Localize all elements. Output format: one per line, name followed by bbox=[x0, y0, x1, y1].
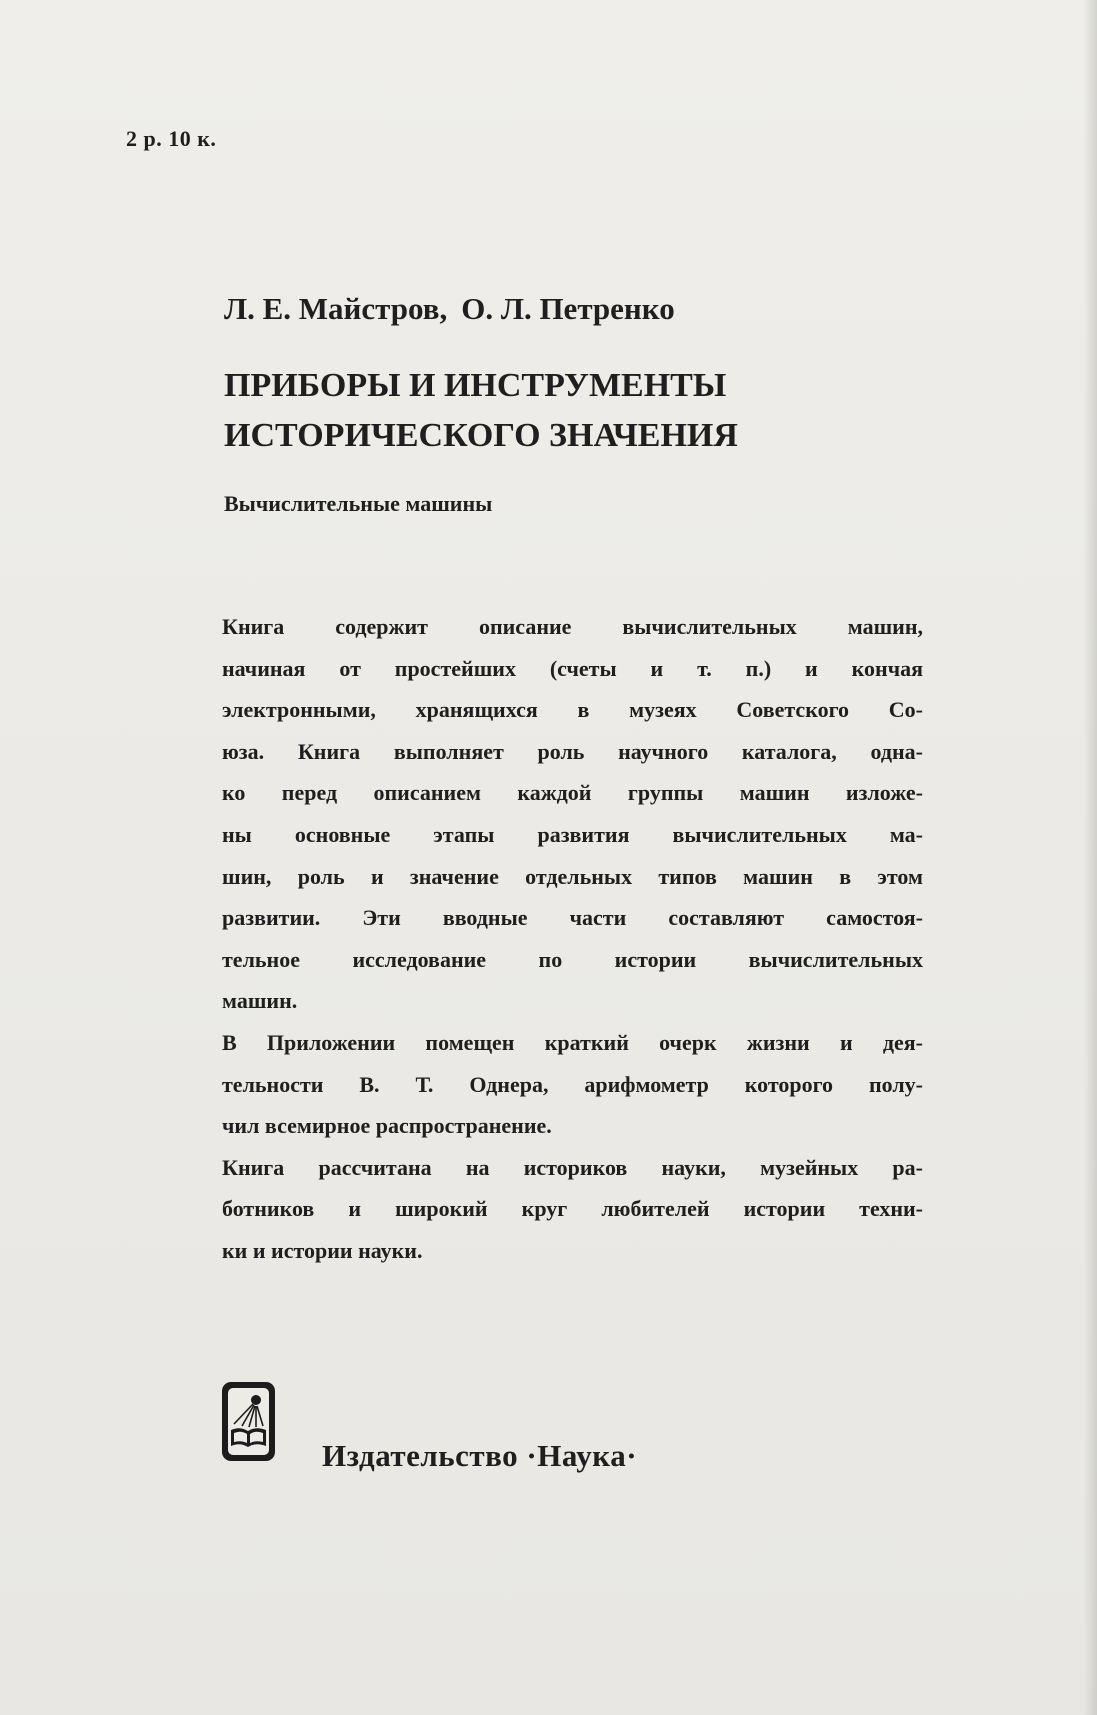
author-maistrov: Л. Е. Майстров bbox=[224, 291, 440, 326]
nauka-publisher-logo-icon bbox=[220, 1380, 277, 1463]
annotation-line: шин, роль и значение отдельных типов машин в этом bbox=[222, 863, 923, 889]
author-separator: , bbox=[439, 291, 448, 326]
book-title-line-1: ПРИБОРЫ И ИНСТРУМЕНТЫ bbox=[224, 367, 727, 404]
annotation-line: юза. Книга выполняет роль научного каталога, одна- bbox=[222, 738, 923, 764]
book-title-line-2: ИСТОРИЧЕСКОГО ЗНАЧЕНИЯ bbox=[224, 417, 738, 454]
book-subtitle: Вычислительные машины bbox=[224, 491, 493, 516]
annotation-line: ки и истории науки. bbox=[222, 1237, 423, 1263]
author-petrenko: О. Л. Петренко bbox=[461, 291, 675, 326]
annotation-line: чил всемирное распространение. bbox=[222, 1113, 552, 1139]
annotation-line: ко перед описанием каждой группы машин изложе- bbox=[222, 780, 923, 806]
annotation-line: тельности В. Т. Однера, арифмометр которого полу- bbox=[222, 1071, 923, 1097]
annotation-line: начиная от простейших (счеты и т. п.) и кончая bbox=[222, 655, 923, 681]
annotation-line: машин. bbox=[222, 988, 298, 1014]
annotation-text bbox=[222, 606, 923, 1272]
annotation-line: тельное исследование по истории вычислительных bbox=[222, 946, 923, 972]
annotation-line: развитии. Эти вводные части составляют самостоя- bbox=[222, 905, 923, 931]
annotation-line: ны основные этапы развития вычислительных ма- bbox=[222, 821, 923, 847]
authors-line bbox=[224, 291, 675, 327]
price-label: 2 р. 10 к. bbox=[126, 126, 217, 151]
publisher-name: Издательство ·Наука· bbox=[322, 1438, 638, 1473]
annotation-line: электронными, хранящихся в музеях Советского Со- bbox=[222, 697, 923, 723]
annotation-line: Книга содержит описание вычислительных машин, bbox=[222, 614, 923, 639]
annotation-line: ботников и широкий круг любителей истории техни- bbox=[222, 1196, 923, 1222]
book-title bbox=[224, 361, 738, 461]
annotation-line: В Приложении помещен краткий очерк жизни и дея- bbox=[222, 1029, 923, 1055]
page-edge-shadow bbox=[1083, 0, 1097, 1715]
annotation-line: Книга рассчитана на историков науки, музейных ра- bbox=[222, 1154, 923, 1180]
